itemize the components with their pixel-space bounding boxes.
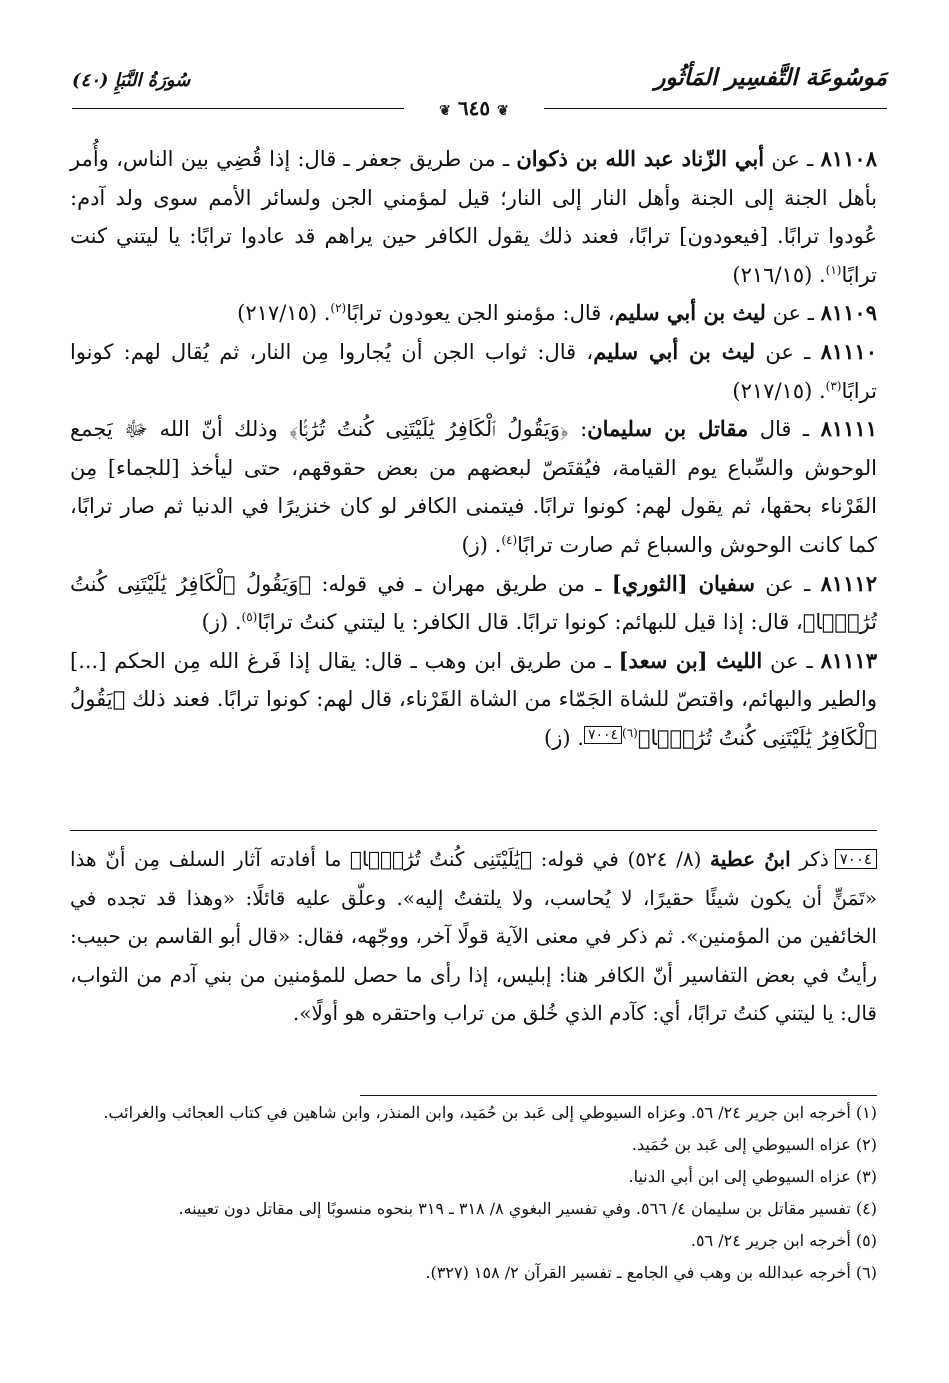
commentary-number-box: ٧٠٠٤: [835, 849, 877, 869]
entry-text: ـ من طريق ابن وهب ـ قال: يقال إذا فَرغ الله مِن الحكم [...] والطير والبهائم، واقتصّ للشاة الجَمّاء من الشاة القَرْناء، قال لهم: كونوا ترابًا. فعند ذلك ﴿يَقُولُ ٱلْكَافِرُ يَٰلَيْتَنِى كُنتُ تُرَٰبًۢا﴾: [70, 648, 877, 750]
entry-reference: . (ز): [201, 610, 242, 635]
footnote: (٣) عزاه السيوطي إلى ابن أبي الدنيا.: [628, 1167, 877, 1186]
commentator-name: ابنُ عطية: [710, 847, 791, 871]
entry-reference: . (٢١٧/١٥): [237, 301, 331, 326]
footnote-marker: (٦): [622, 725, 638, 740]
narrator-name: أبي الزّناد عبد الله بن ذكوان: [516, 146, 765, 171]
footnote-marker: (٥): [241, 610, 258, 625]
ornament-icon: ❦: [439, 103, 451, 119]
entry-reference: . (ز): [544, 725, 584, 750]
narration-entry: ٨١١١٢ ـ عن سفيان [الثوري] ـ من طريق مهران ـ في قوله: ﴿وَيَقُولُ ٱلْكَافِرُ يَٰلَيْتَنِى كُنتُ تُرَٰبًۢا﴾، قال: إذا قيل للبهائم: كونوا ترابًا. قال الكافر: يا ليتني كنتُ ترابًا$^{(٥)}$. (ز): [70, 570, 877, 635]
entry-reference: . (٢١٦/١٥): [732, 262, 826, 287]
narrator-name: ليث بن أبي سليم: [614, 300, 766, 326]
footnote: (١) أخرجه ابن جرير ٢٤/ ٥٦. وعزاه السيوطي إلى عَبد بن حُمَيد، وابن المنذر، وابن شاهين في كتاب العجائب والغرائب.: [103, 1103, 877, 1122]
entry-text: ، قال: ثواب الجن أن يُجاروا مِن النار، ثم يُقال لهم: كونوا ترابًا: [70, 339, 877, 403]
entry-number: ٨١١٠٩: [820, 300, 877, 326]
page-number: [404, 96, 544, 123]
entry-reference: . (ز): [461, 532, 502, 557]
entry-text: : ﴿وَيَقُولُ ٱلْكَافِرُ يَٰلَيْتَنِى كُنتُ تُرَٰبًۢا﴾ وذلك أنّ الله ﷻ يَجمع الوحوش والسِّباع يوم القيامة، فيُقتَصّ لبعضهم من بعض حقوقهم، حتى ليأخذ [للجماء] مِن القَرْناء بحقها، ثم يقول لهم: كونوا ترابًا. فيتمنى الكافر لو كان خنزيرًا في الدنيا ثم صار ترابًا، كما كانت الوحوش والسباع ثم صارت ترابًا: [70, 417, 877, 557]
entry-number: ٨١١١٣: [820, 647, 877, 673]
footnote: (٤) تفسير مقاتل بن سليمان ٤/ ٥٦٦. وفي تفسير البغوي ٨/ ٣١٨ ـ ٣١٩ بنحوه منسوبًا إلى مقاتل دون تعيينه.: [178, 1199, 877, 1218]
narration-entry: ٨١١١٠ ـ عن ليث بن أبي سليم، قال: ثواب الجن أن يُجاروا مِن النار، ثم يُقال لهم: كونوا ترابًا$^{(٣)}$. (٢١٧/١٥): [70, 338, 877, 403]
narration-entry: ٨١١١١ ـ قال مقاتل بن سليمان: ﴿وَيَقُولُ ٱلْكَافِرُ يَٰلَيْتَنِى كُنتُ تُرَٰبًۢا﴾ وذلك أنّ الله ﷻ يَجمع الوحوش والسِّباع يوم القيامة، فيُقتَصّ لبعضهم من بعض حقوقهم، حتى ليأخذ [للجماء] مِن القَرْناء بحقها، ثم يقول لهم: كونوا ترابًا. فيتمنى الكافر لو كان خنزيرًا في الدنيا ثم صار ترابًا، كما كانت الوحوش والسباع ثم صارت ترابًا$^{(٤)}$. (ز): [70, 416, 877, 557]
entry-text: ، قال: مؤمنو الجن يعودون ترابًا: [346, 301, 615, 326]
footnote-marker: (٤): [501, 532, 518, 547]
footnote-marker: (١): [825, 262, 842, 277]
footnote: (٢) عزاه السيوطي إلى عَبد بن حُمَيد.: [631, 1135, 877, 1154]
narrator-name: الليث [بن سعد]: [618, 647, 763, 673]
footnote: (٥) أخرجه ابن جرير ٢٤/ ٥٦.: [690, 1231, 877, 1250]
footnote-marker: (٢): [330, 301, 347, 316]
entry-number: ٨١١١٠: [820, 338, 877, 364]
ornament-icon: ❦: [497, 103, 509, 119]
narrator-name: ليث بن أبي سليم: [593, 338, 756, 364]
entry-number: ٨١١١١: [820, 416, 877, 442]
footnotes: [70, 1097, 877, 1289]
commentary-reference-box: ٧٠٠٤: [584, 726, 622, 744]
page-number-text: ٦٤٥: [457, 96, 491, 120]
narration-entry: ٨١١١٣ ـ عن الليث [بن سعد] ـ من طريق ابن وهب ـ قال: يقال إذا فَرغ الله مِن الحكم [...] والطير والبهائم، واقتصّ للشاة الجَمّاء من الشاة القَرْناء، قال لهم: كونوا ترابًا. فعند ذلك ﴿يَقُولُ ٱلْكَافِرُ يَٰلَيْتَنِى كُنتُ تُرَٰبًۢا﴾$^{(٦)٧٠٠٤}$. (ز): [70, 647, 877, 750]
commentary-text: ٧٠٠٤ذكر ابنُ عطية (٨/ ٥٢٤) في قوله: ﴿يَٰلَيْتَنِى كُنتُ تُرَٰبًۢا﴾ ما أفادته آثار السلف مِن أنّ هذا «تَمَنٍّ أن يكون شيئًا حقيرًا، لا يُحاسب، ولا يلتفتُ إليه». وعلّق عليه قائلًا: «وهذا قد تجده في الخائفين من المؤمنين». ثم ذكر في معنى الآية قولًا آخر، ووجّهه، فقال: «قال أبو القاسم بن حبيب: رأيتُ في بعض التفاسير أنّ الكافر هنا: إبليس، إذا رأى ما حصل للمؤمنين من بني آدم من الثواب، قال: يا ليتني كنتُ ترابًا، أي: كآدم الذي خُلق من تراب واحتقره هو أولًا».: [70, 847, 877, 1025]
entry-text: ـ من طريق مهران ـ في قوله: ﴿وَيَقُولُ ٱلْكَافِرُ يَٰلَيْتَنِى كُنتُ تُرَٰبًۢا﴾، قال: إذا قيل للبهائم: كونوا ترابًا. قال الكافر: يا ليتني كنتُ ترابًا: [70, 571, 877, 635]
narration-entry: ٨١١٠٩ ـ عن ليث بن أبي سليم، قال: مؤمنو الجن يعودون ترابًا$^{(٢)}$. (٢١٧/١٥): [237, 300, 877, 326]
entry-number: ٨١١٠٨: [820, 146, 877, 171]
footnote-rule: [360, 1095, 877, 1096]
narrator-name: سفيان [الثوري]: [611, 570, 755, 596]
book-title: مَوسُوعَة التَّفسِير المَأثُور: [654, 64, 887, 91]
narrator-name: مقاتل بن سليمان: [587, 416, 749, 442]
commentary-block: [70, 840, 877, 1033]
main-text: [70, 140, 877, 758]
entry-reference: . (٢١٧/١٥): [732, 378, 826, 403]
footnote-marker: (٣): [825, 378, 842, 393]
entry-number: ٨١١١٢: [820, 570, 877, 596]
narration-entry: ٨١١٠٨ ـ عن أبي الزّناد عبد الله بن ذكوان ـ من طريق جعفر ـ قال: إذا قُضِي بين الناس، وأُمر بأهل الجنة إلى الجنة وأهل النار إلى النار؛ قيل لمؤمني الجن ولسائر الأمم سوى ولد آدم: عُودوا ترابًا. [فيعودون] ترابًا، فعند ذلك يقول الكافر حين يراهم قد عادوا ترابًا: يا ليتني كنت ترابًا$^{(١)}$. (٢١٦/١٥): [70, 146, 877, 287]
entry-text: ـ من طريق جعفر ـ قال: إذا قُضِي بين الناس، وأُمر بأهل الجنة إلى الجنة وأهل النار إلى النار؛ قيل لمؤمني الجن ولسائر الأمم سوى ولد آدم: عُودوا ترابًا. [فيعودون] ترابًا، فعند ذلك يقول الكافر حين يراهم قد عادوا ترابًا: يا ليتني كنت ترابًا: [70, 147, 877, 287]
surah-label: سُورَةُ النَّبَإِ (٤٠): [72, 70, 191, 91]
commentary-rule: [70, 830, 877, 831]
footnote: (٦) أخرجه عبدالله بن وهب في الجامع ـ تفسير القرآن ٢/ ١٥٨ (٣٢٧).: [425, 1263, 877, 1282]
